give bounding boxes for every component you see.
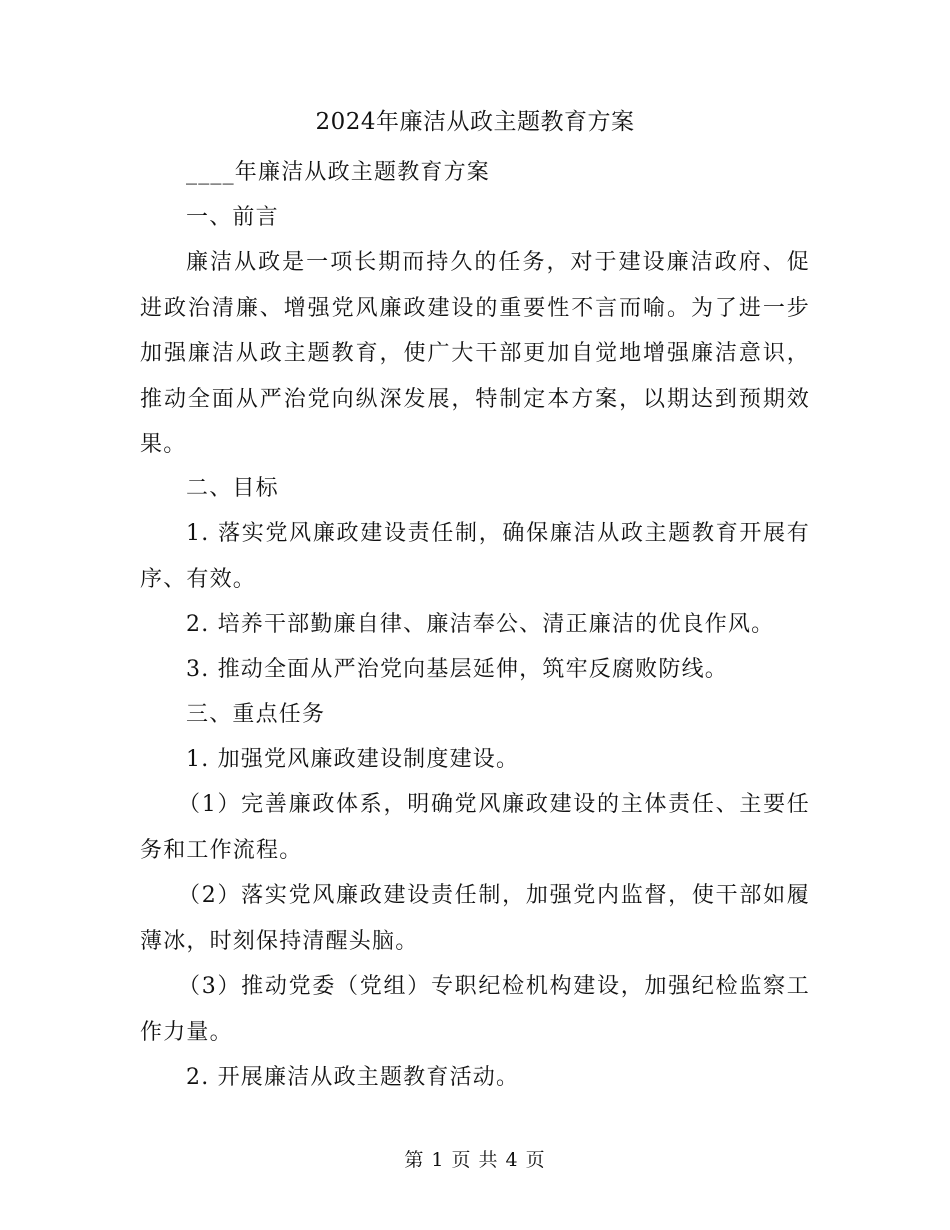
section-heading-tasks: 三、重点任务 [186,702,326,727]
section-heading-preface: 一、前言 [186,205,279,230]
goal-item-2: 2. 培养干部勤廉自律、廉洁奉公、清正廉洁的优良作风。 [186,612,775,637]
task-item-2: 2. 开展廉洁从政主题教育活动。 [186,1065,520,1090]
section-heading-goals: 二、目标 [186,476,279,501]
preface-paragraph: 廉洁从政是一项长期而持久的任务，对于建设廉洁政府、促进政治清廉、增强党风廉政建设的重要性不言而喻。为了进一步加强廉洁从政主题教育，使广大干部更加自觉地增强廉洁意识，推动全面从严治党向纵深发展，特制定本方案，以期达到预期效果。 [140,250,810,457]
document-title: 2024年廉洁从政主题教育方案 [315,109,635,135]
page-number-footer: 第 1 页 共 4 页 [404,1149,546,1171]
subtitle-line: ____年廉洁从政主题教育方案 [186,160,491,185]
task-subitem-2: （2）落实党风廉政建设责任制，加强党内监督，使干部如履薄冰，时刻保持清醒头脑。 [140,883,810,954]
task-subitem-1: （1）完善廉政体系，明确党风廉政建设的主体责任、主要任务和工作流程。 [140,792,810,863]
goal-item-3: 3. 推动全面从严治党向基层延伸，筑牢反腐败防线。 [186,657,728,682]
task-subitem-3: （3）推动党委（党组）专职纪检机构建设，加强纪检监察工作力量。 [140,974,810,1045]
goal-item-1: 1. 落实党风廉政建设责任制，确保廉洁从政主题教育开展有序、有效。 [140,521,810,592]
task-item-1: 1. 加强党风廉政建设制度建设。 [186,747,520,772]
